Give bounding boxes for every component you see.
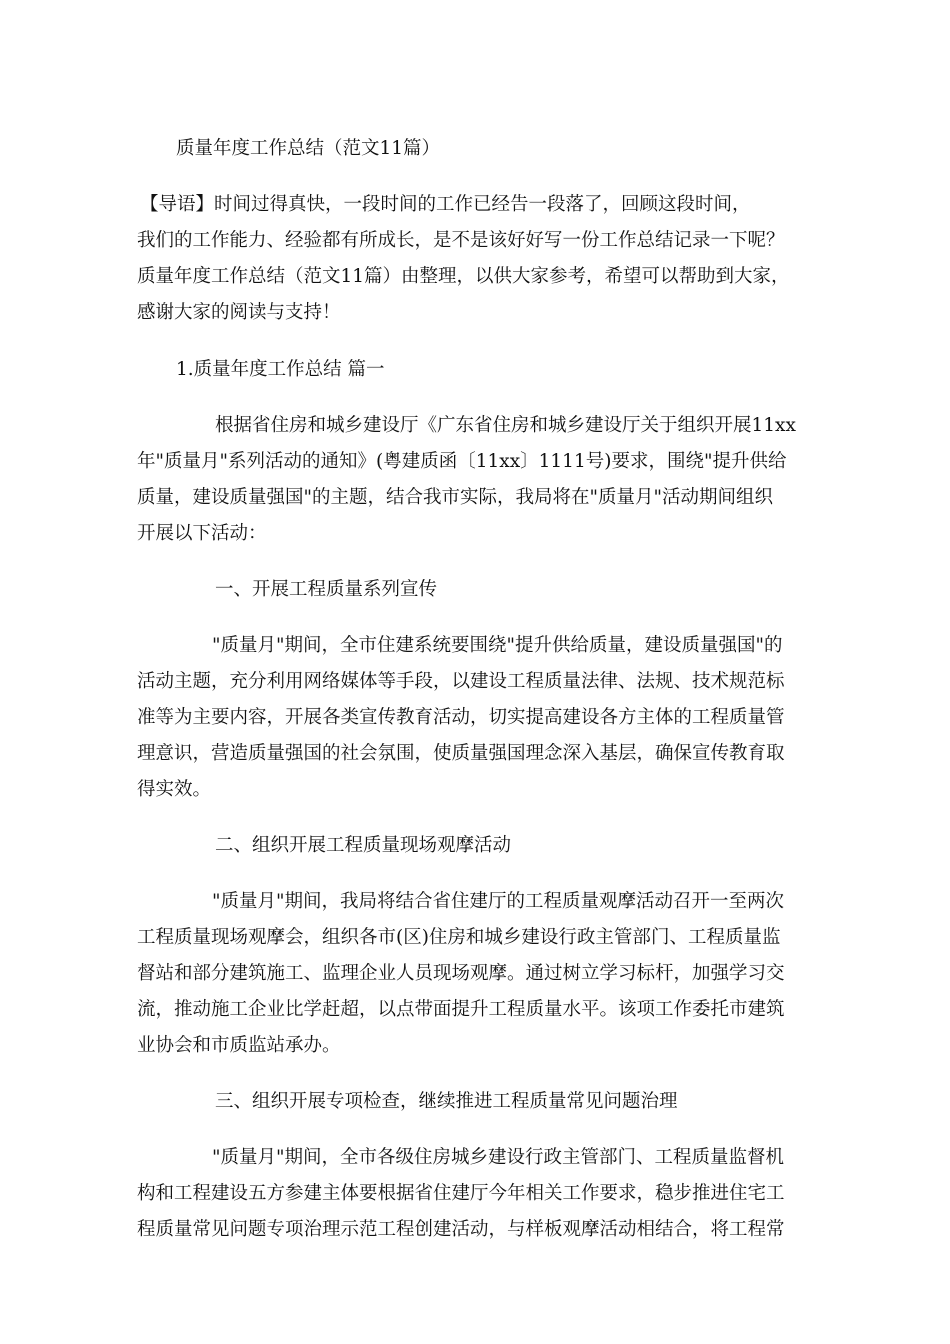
document-title: 质量年度工作总结（范文11篇） xyxy=(176,138,441,159)
paragraph-4-line-1: "质量月"期间，全市各级住房城乡建设行政主管部门、工程质量监督机 xyxy=(212,1147,785,1168)
paragraph-3-line-4: 流，推动施工企业比学赶超，以点带面提升工程质量水平。该项工作委托市建筑 xyxy=(137,999,785,1020)
paragraph-3-line-5: 业协会和市质监站承办。 xyxy=(137,1035,341,1056)
paragraph-3-line-3: 督站和部分建筑施工、监理企业人员现场观摩。通过树立学习标杆，加强学习交 xyxy=(137,963,785,984)
paragraph-2-line-2: 活动主题，充分利用网络媒体等手段，以建设工程质量法律、法规、技术规范标 xyxy=(137,671,785,692)
paragraph-1-line-2: 年"质量月"系列活动的通知》(粤建质函〔11xx〕1111号)要求，围绕"提升供给 xyxy=(137,451,787,472)
paragraph-1-line-3: 质量，建设质量强国"的主题，结合我市实际，我局将在"质量月"活动期间组织 xyxy=(137,487,774,508)
subheading-3: 三、组织开展专项检查，继续推进工程质量常见问题治理 xyxy=(215,1091,678,1112)
intro-line-2: 我们的工作能力、经验都有所成长，是不是该好好写一份工作总结记录一下呢？ xyxy=(137,230,785,251)
paragraph-4-line-3: 程质量常见问题专项治理示范工程创建活动，与样板观摩活动相结合，将工程常 xyxy=(137,1219,785,1240)
paragraph-4-line-2: 构和工程建设五方参建主体要根据省住建厅今年相关工作要求，稳步推进住宅工 xyxy=(137,1183,785,1204)
paragraph-3-line-1: "质量月"期间，我局将结合省住建厅的工程质量观摩活动召开一至两次 xyxy=(212,891,785,912)
paragraph-2-line-3: 准等为主要内容，开展各类宣传教育活动，切实提高建设各方主体的工程质量管 xyxy=(137,707,785,728)
intro-line-4: 感谢大家的阅读与支持！ xyxy=(137,302,341,323)
intro-line-1: 【导语】时间过得真快，一段时间的工作已经告一段落了，回顾这段时间， xyxy=(140,194,751,215)
paragraph-2-line-4: 理意识，营造质量强国的社会氛围，使质量强国理念深入基层，确保宣传教育取 xyxy=(137,743,785,764)
subheading-2: 二、组织开展工程质量现场观摩活动 xyxy=(215,835,512,856)
paragraph-3-line-2: 工程质量现场观摩会，组织各市(区)住房和城乡建设行政主管部门、工程质量监 xyxy=(137,927,781,948)
section-heading: 1.质量年度工作总结 篇一 xyxy=(176,359,385,380)
paragraph-2-line-1: "质量月"期间，全市住建系统要围绕"提升供给质量，建设质量强国"的 xyxy=(212,635,783,656)
paragraph-1-line-1: 根据省住房和城乡建设厅《广东省住房和城乡建设厅关于组织开展11xx xyxy=(215,415,796,436)
paragraph-2-line-5: 得实效。 xyxy=(137,779,212,800)
intro-line-3: 质量年度工作总结（范文11篇）由整理，以供大家参考，希望可以帮助到大家， xyxy=(137,266,790,287)
subheading-1: 一、开展工程质量系列宣传 xyxy=(215,579,438,600)
paragraph-1-line-4: 开展以下活动： xyxy=(137,523,267,544)
